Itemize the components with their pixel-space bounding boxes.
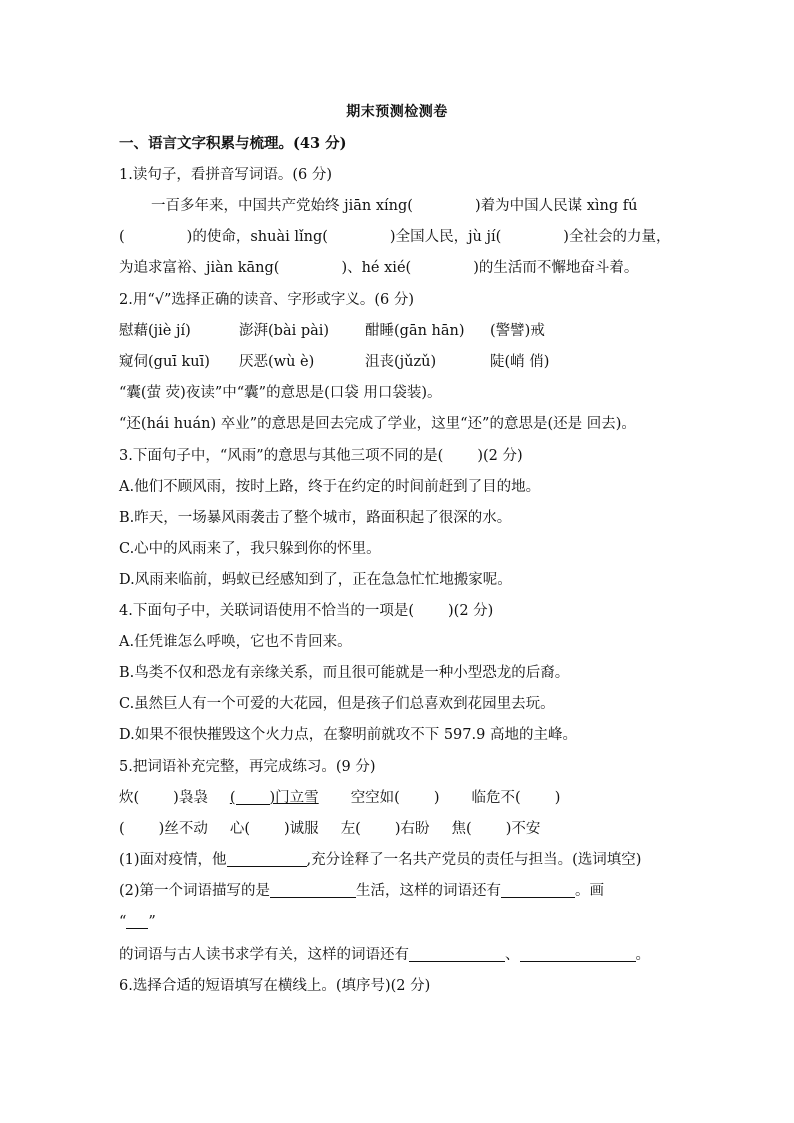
question-1-line-3	[119, 258, 676, 278]
idiom-part: 炊(	[119, 790, 140, 806]
answer-line[interactable]	[520, 945, 636, 962]
option-c[interactable]: C.虽然巨人有一个可爱的大花园，但是孩子们总喜欢到花园里去玩。	[119, 696, 555, 712]
idiom-part: 空空如(	[350, 790, 400, 806]
q5-text: 的词语与古人读书求学有关，这样的词语还有	[119, 947, 409, 963]
q5-text: (1)面对疫情，他	[119, 852, 227, 868]
q5-text: ,充分诠释了一名共产党员的责任与担当。(选词填空)	[306, 852, 642, 868]
section-heading: 一、语言文字积累与梳理。(43 分)	[119, 135, 347, 152]
idiom-part: )袅袅	[173, 790, 208, 806]
question-1-prompt: 1.读句子，看拼音写词语。(6 分)	[119, 167, 332, 183]
question-5-prompt: 5.把词语补充完整，再完成练习。(9 分)	[119, 759, 376, 775]
idiom-part: )不安	[505, 821, 541, 837]
q3-prompt-text: 3.下面句子中，“风雨”的意思与其他三项不同的是(	[119, 448, 444, 464]
q1-text: )全社会的力量，	[563, 229, 671, 245]
option-d[interactable]: D.风雨来临前，蚂蚁已经感知到了，正在急急忙忙地搬家呢。	[119, 572, 512, 588]
idiom-part: )	[554, 790, 561, 806]
idiom-part: )诚服	[284, 821, 319, 837]
answer-blank[interactable]	[236, 788, 270, 805]
option-b[interactable]: B.鸟类不仅和恐龙有亲缘关系，而且很可能就是一种小型恐龙的后裔。	[119, 665, 570, 681]
q4-prompt-score: )(2 分)	[448, 603, 494, 619]
question-3-prompt	[119, 446, 676, 466]
q1-text: )全国人民，jù jí(	[389, 229, 502, 245]
q1-text: )着为中国人民谋 xìng fú	[474, 198, 638, 214]
choice-item[interactable]: 窥伺(guī kuī)	[119, 354, 210, 370]
answer-line[interactable]	[409, 945, 505, 962]
q5-text: 、	[505, 947, 520, 963]
option-d[interactable]: D.如果不很快摧毁这个火力点，在黎明前就攻不下 597.9 高地的主峰。	[119, 727, 577, 743]
choice-item[interactable]: 慰藉(jiè jí)	[119, 323, 191, 339]
q5-text: ”	[148, 914, 156, 930]
q5-text: 生活，这样的词语还有	[356, 883, 502, 899]
q5-text: 。	[635, 947, 650, 963]
idiom-part: )	[433, 790, 440, 806]
idiom-part: 临危不(	[471, 790, 521, 806]
answer-line[interactable]	[501, 881, 575, 898]
option-b[interactable]: B.昨天，一场暴风雨袭击了整个城市，路面积起了很深的水。	[119, 510, 512, 526]
choice-item[interactable]: (警譬)戒	[490, 323, 545, 339]
idiom-part: (	[119, 821, 125, 837]
q4-prompt-text: 4.下面句子中，关联词语使用不恰当的一项是(	[119, 603, 414, 619]
idiom-part: 焦(	[451, 821, 472, 837]
q1-text: 一百多年来，中国共产党始终 jiān xíng(	[151, 198, 413, 214]
option-c[interactable]: C.心中的风雨来了，我只躲到你的怀里。	[119, 541, 381, 557]
choice-item[interactable]: 厌恶(wù è)	[239, 354, 315, 370]
question-2-row-2	[119, 352, 676, 372]
q5-text: “	[119, 914, 127, 930]
option-a[interactable]: A.他们不顾风雨，按时上路，终于在约定的时间前赶到了目的地。	[119, 479, 541, 495]
q5-text: (2)第一个词语描写的是	[119, 883, 271, 899]
question-4-prompt	[119, 601, 676, 621]
option-a[interactable]: A.任凭谁怎么呼唤，它也不肯回来。	[119, 634, 352, 650]
question-2-prompt: 2.用“√”选择正确的读音、字形或字义。(6 分)	[119, 292, 415, 308]
idiom-part: )丝不动	[158, 821, 208, 837]
question-2-row-4: “还(hái huán) 卒业”的意思是回去完成了学业，这里“还”的意思是(还是 回去)。	[119, 416, 636, 432]
question-1-line-2	[119, 227, 676, 247]
idiom-part: (	[229, 790, 236, 806]
idiom-part: 左(	[340, 821, 361, 837]
idiom-part: 心(	[229, 821, 251, 837]
choice-item[interactable]: 沮丧(jǔzǔ)	[365, 354, 437, 370]
q1-text: 为追求富裕、jiàn kāng(	[119, 260, 280, 276]
question-5-sub-2	[119, 881, 676, 901]
question-5-sub-2-cont	[119, 912, 676, 932]
choice-item[interactable]: 陡(峭 俏)	[490, 354, 550, 370]
answer-line[interactable]	[227, 850, 307, 867]
answer-line[interactable]	[270, 881, 356, 898]
q3-prompt-score: )(2 分)	[477, 448, 523, 464]
q1-text: )、hé xié(	[341, 260, 412, 276]
q1-text: (	[119, 229, 125, 245]
choice-item[interactable]: 澎湃(bài pài)	[239, 323, 330, 339]
question-1-line-1	[151, 196, 676, 216]
question-2-row-3: “囊(萤 荧)夜读”中“囊”的意思是(口袋 用口袋装)。	[119, 385, 442, 401]
q1-text: )的生活而不懈地奋斗着。	[473, 260, 639, 276]
answer-line[interactable]	[126, 912, 148, 929]
q1-text: )的使命，shuài lǐng(	[186, 229, 328, 245]
question-6-prompt: 6.选择合适的短语填写在横线上。(填序号)(2 分)	[119, 978, 431, 994]
question-5-sub-2-end	[119, 945, 676, 965]
idiom-part: )门立雪	[269, 790, 319, 806]
choice-item[interactable]: 酣睡(gān hān)	[365, 323, 465, 339]
idiom-part: )右盼	[394, 821, 430, 837]
question-5-row-2	[119, 819, 676, 839]
q5-text: 。画	[575, 883, 605, 899]
question-5-sub-1	[119, 850, 676, 870]
question-2-row-1	[119, 321, 676, 341]
page-title: 期末预测检测卷	[346, 104, 448, 120]
question-5-row-1	[119, 788, 676, 808]
